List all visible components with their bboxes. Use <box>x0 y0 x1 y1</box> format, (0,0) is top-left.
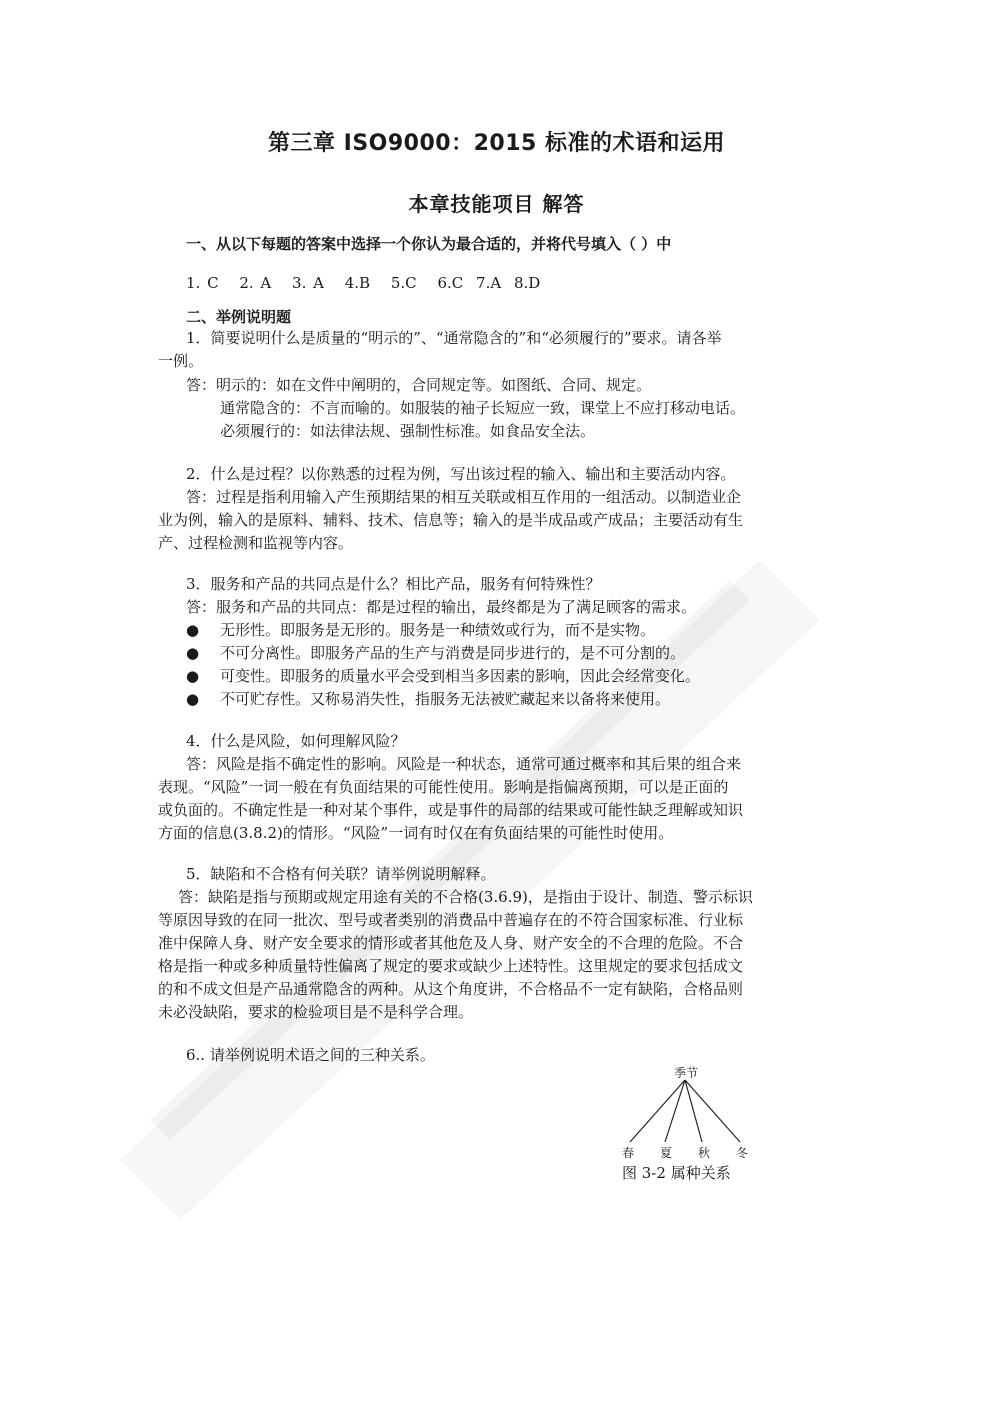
q1-text-cont: 一例。 <box>158 352 204 370</box>
part1-heading: 一、从以下每题的答案中选择一个你认为最合适的，并将代号填入（ ）中 <box>186 235 672 253</box>
q3-bullet-2 <box>186 643 686 663</box>
q3-bullet-3 <box>186 666 701 686</box>
answer-item: 4.B <box>344 274 371 292</box>
q2-answer-1: 答：过程是指利用输入产生预期结果的相互关联或相互作用的一组活动。以制造业企 <box>186 488 742 506</box>
bullet-icon: ● <box>186 690 200 708</box>
answer-item: 5.C <box>390 274 417 292</box>
q3-text: 3．服务和产品的共同点是什么？相比产品，服务有何特殊性？ <box>186 575 601 593</box>
q5-answer-3: 准中保障人身、财产安全要求的情形或者其他危及人身、财产安全的不合理的危险。不合 <box>158 934 744 952</box>
q1-answer-3: 必须履行的：如法律法规、强制性标准。如食品安全法。 <box>220 422 596 440</box>
answer-item: 6.C <box>437 274 464 292</box>
q4-answer-2: 表现。“风险”一词一般在有负面结果的可能性使用。影响是指偏离预期，可以是正面的 <box>158 778 729 796</box>
q5-answer-1: 答：缺陷是指与预期或规定用途有关的不合格(3.6.9)，是指由于设计、制造、警示标识 <box>178 888 753 906</box>
q5-text: 5．缺陷和不合格有何关联？请举例说明解释。 <box>186 865 496 883</box>
q1-answer-2: 通常隐含的：不言而喻的。如服装的袖子长短应一致，课堂上不应打移动电话。 <box>220 399 746 417</box>
part2-heading: 二、举例说明题 <box>186 308 292 326</box>
q3-answer-1: 答：服务和产品的共同点：都是过程的输出，最终都是为了满足顾客的需求。 <box>186 598 697 616</box>
answer-item: 1. C <box>186 274 219 292</box>
diagram-child-node: 冬 <box>736 1146 749 1160</box>
q6-text: 6.. 请举例说明术语之间的三种关系。 <box>186 1046 435 1064</box>
q5-answer-6: 未必没缺陷，要求的检验项目是不是科学合理。 <box>158 1003 474 1021</box>
chapter-title: 第三章 ISO9000：2015 标准的术语和运用 <box>267 131 725 156</box>
q4-text: 4．什么是风险，如何理解风险？ <box>186 732 406 750</box>
answer-item: 8.D <box>513 274 541 292</box>
q1-answer-1: 答：明示的：如在文件中阐明的，合同规定等。如图纸、合同、规定。 <box>186 376 652 394</box>
q5-answer-2: 等原因导致的在同一批次、型号或者类别的消费品中普遍存在的不符合国家标准、行业标 <box>158 911 744 929</box>
q4-answer-1: 答：风险是指不确定性的影响。风险是一种状态，通常可通过概率和其后果的组合来 <box>186 755 742 773</box>
diagram-child-node: 秋 <box>698 1146 711 1160</box>
section-title: 本章技能项目 解答 <box>408 192 585 216</box>
answer-item: 2. A <box>239 274 272 292</box>
q4-answer-4: 方面的信息(3.8.2)的情形。“风险”一词有时仅在有负面结果的可能性时使用。 <box>158 824 674 842</box>
q2-answer-3: 产、过程检测和监视等内容。 <box>158 534 354 552</box>
q5-answer-4: 格是指一种或多种质量特性偏离了规定的要求或缺少上述特性。这里规定的要求包括成文 <box>158 957 744 975</box>
q2-answer-2: 业为例，输入的是原料、辅料、技术、信息等；输入的是半成品或产成品；主要活动有生 <box>158 511 744 529</box>
q2-text: 2．什么是过程？以你熟悉的过程为例，写出该过程的输入、输出和主要活动内容。 <box>186 465 736 483</box>
answer-list <box>186 274 554 292</box>
q3-bullet-4 <box>186 689 671 709</box>
q1-text: 1．简要说明什么是质量的“明示的”、“通常隐含的”和“必须履行的”要求。请各举 <box>186 329 722 347</box>
answer-item: 3. A <box>292 274 324 292</box>
diagram-child-node: 春 <box>622 1146 635 1160</box>
bullet-text: 无形性。即服务是无形的。服务是一种绩效或行为，而不是实物。 <box>220 621 656 639</box>
q4-answer-3: 或负面的。不确定性是一种对某个事件，或是事件的局部的结果或可能性缺乏理解或知识 <box>158 801 744 819</box>
diagram-child-node: 夏 <box>660 1146 673 1160</box>
answer-item: 7.A <box>476 274 502 292</box>
bullet-text: 不可贮存性。又称易消失性，指服务无法被贮藏起来以备将来使用。 <box>220 690 671 708</box>
bullet-icon: ● <box>186 644 200 662</box>
q3-bullet-1 <box>186 620 656 640</box>
bullet-text: 可变性。即服务的质量水平会受到相当多因素的影响，因此会经常变化。 <box>220 667 701 685</box>
bullet-icon: ● <box>186 621 200 639</box>
bullet-text: 不可分离性。即服务产品的生产与消费是同步进行的，是不可分割的。 <box>220 644 686 662</box>
figure-caption: 图 3-2 属种关系 <box>622 1164 731 1182</box>
q5-answer-5: 的和不成文但是产品通常隐含的两种。从这个角度讲，不合格品不一定有缺陷，合格品则 <box>158 980 744 998</box>
bullet-icon: ● <box>186 667 200 685</box>
diagram-root-node: 季节 <box>674 1066 699 1080</box>
